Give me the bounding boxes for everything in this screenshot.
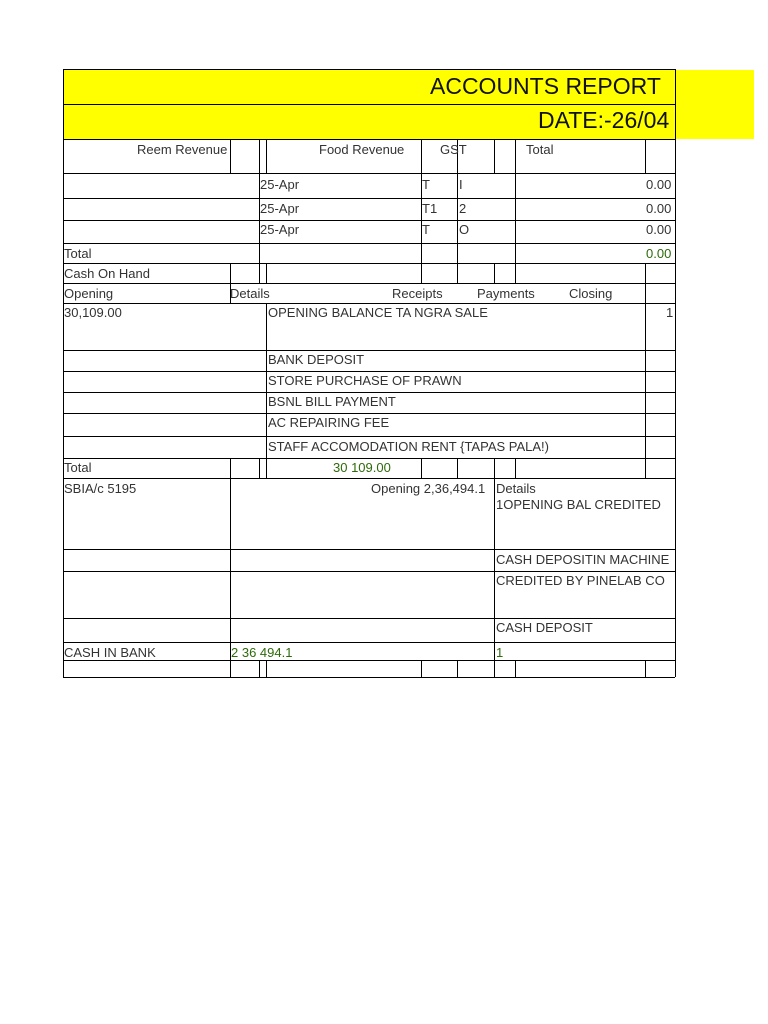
- bank-details-label: Details: [496, 481, 536, 496]
- bank-opening: Opening 2,36,494.1: [371, 481, 486, 496]
- bank-detail: CASH DEPOSIT: [496, 620, 593, 635]
- col-food-revenue: Food Revenue: [319, 142, 405, 157]
- revenue-row-code: T: [422, 222, 430, 237]
- col-payments: Payments: [477, 286, 535, 301]
- cash-on-hand-label: Cash On Hand: [64, 266, 150, 281]
- revenue-row-total: 0.00: [646, 177, 672, 192]
- report-date: DATE:-26/04: [538, 107, 670, 133]
- bank-detail: CREDITED BY PINELAB CO: [496, 573, 665, 588]
- revenue-row-gst: 2: [459, 201, 467, 216]
- cash-in-bank-label: CASH IN BANK: [64, 645, 156, 660]
- cash-first-receipt: 1: [666, 305, 674, 320]
- revenue-row-date: 25-Apr: [260, 177, 300, 192]
- col-receipts: Receipts: [392, 286, 443, 301]
- revenue-row-date: 25-Apr: [260, 201, 300, 216]
- cash-in-bank-value: 2 36 494.1: [231, 645, 293, 660]
- revenue-row-code: T1: [422, 201, 438, 216]
- col-opening: Opening: [64, 286, 114, 301]
- revenue-row-total: 0.00: [646, 222, 672, 237]
- bank-account: SBIA/c 5195: [64, 481, 137, 496]
- col-gst: GST: [440, 142, 467, 157]
- cash-detail: AC REPAIRING FEE: [268, 415, 390, 430]
- col-details: Details: [230, 286, 270, 301]
- revenue-row-gst: I: [459, 177, 463, 192]
- col-reem-revenue: Reem Revenue: [137, 142, 228, 157]
- revenue-row-date: 25-Apr: [260, 222, 300, 237]
- revenue-row-code: T: [422, 177, 430, 192]
- cash-detail: OPENING BALANCE TA NGRA SALE: [268, 305, 488, 320]
- revenue-row-total: 0.00: [646, 201, 672, 216]
- revenue-row-gst: O: [459, 222, 470, 237]
- cash-detail: STAFF ACCOMODATION RENT {TAPAS PALA!): [268, 439, 549, 454]
- cash-in-bank-extra: 1: [496, 645, 504, 660]
- report-title: ACCOUNTS REPORT: [430, 73, 661, 99]
- cash-total-label: Total: [64, 460, 92, 475]
- revenue-total-value: 0.00: [646, 246, 672, 261]
- col-total: Total: [526, 142, 554, 157]
- bank-detail: CASH DEPOSITIN MACHINE: [496, 552, 670, 567]
- revenue-total-label: Total: [64, 246, 92, 261]
- cash-total-value: 30 109.00: [333, 460, 391, 475]
- col-closing: Closing: [569, 286, 613, 301]
- cash-detail: STORE PURCHASE OF PRAWN: [268, 373, 462, 388]
- bank-detail: 1OPENING BAL CREDITED: [496, 497, 661, 512]
- cash-detail: BSNL BILL PAYMENT: [268, 394, 396, 409]
- cash-detail: BANK DEPOSIT: [268, 352, 365, 367]
- cash-opening-value: 30,109.00: [64, 305, 122, 320]
